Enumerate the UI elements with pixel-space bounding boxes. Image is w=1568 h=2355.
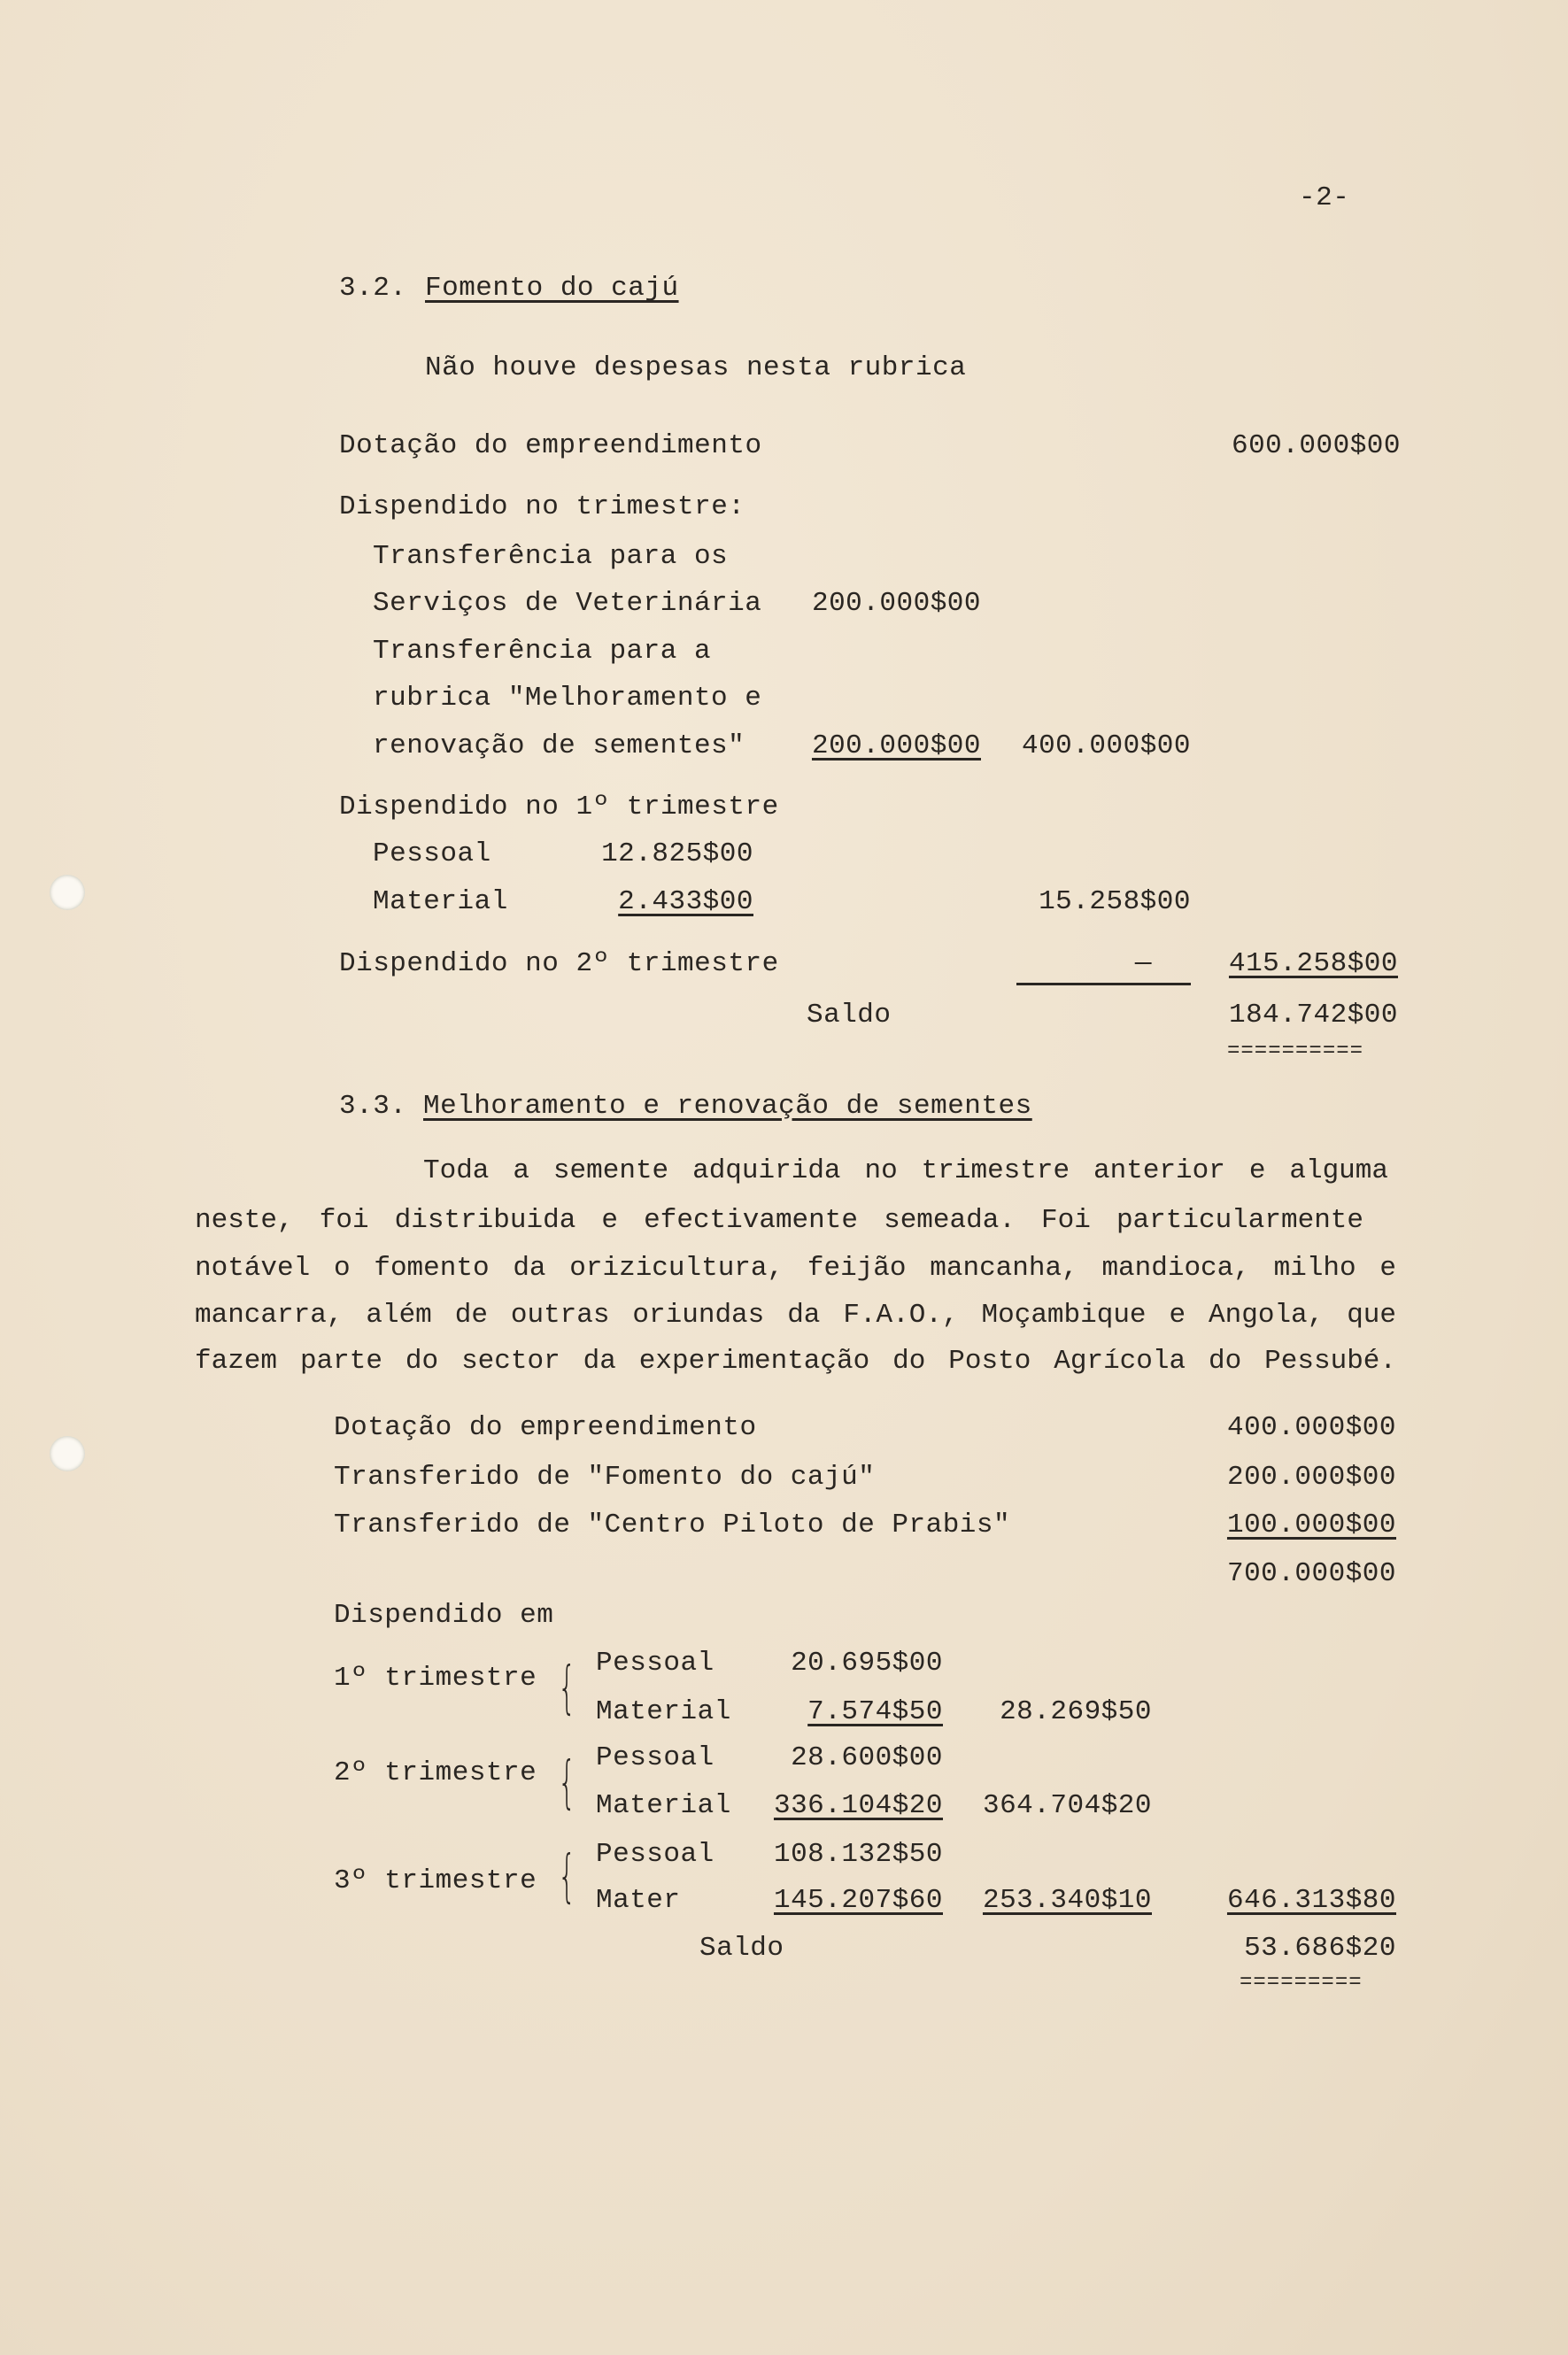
dotacao-label: Dotação do empreendimento: [339, 430, 762, 461]
t2-label: Dispendido no 2º trimestre: [339, 948, 779, 979]
pessoal-value: 12.825$00: [601, 838, 753, 869]
punch-hole: [50, 1436, 85, 1471]
material-label: Material: [596, 1696, 731, 1727]
paragraph-line: neste, foi distribuida e efectivamente semeada. Foi particularmente: [195, 1205, 1363, 1236]
quarter-label: 2º trimestre: [334, 1757, 537, 1788]
punch-hole: [50, 875, 85, 910]
grand-total: 415.258$00: [1228, 948, 1398, 979]
transfer-line: rubrica "Melhoramento e: [373, 683, 762, 714]
dotacao-value: 600.000$00: [1231, 430, 1401, 461]
funding-value: 200.000$00: [1226, 1462, 1396, 1493]
brace: {: [558, 1750, 576, 1816]
transfer-line: Transferência para os: [373, 541, 729, 572]
pessoal-label: Pessoal: [596, 1839, 714, 1870]
funding-label: Transferido de "Fomento do cajú": [334, 1462, 876, 1493]
material-label: Mater: [596, 1885, 681, 1916]
brace: {: [558, 1844, 576, 1910]
t1-label: Dispendido no 1º trimestre: [339, 791, 779, 822]
quarter-label: 3º trimestre: [334, 1865, 537, 1896]
pessoal-label: Pessoal: [596, 1742, 714, 1773]
pessoal-value: 28.600$00: [791, 1742, 943, 1773]
transfer-line: renovação de sementes": [373, 730, 745, 761]
material-label: Material: [596, 1790, 731, 1821]
transfer-sem-value: 200.000$00: [811, 730, 981, 761]
quarter-label: 1º trimestre: [334, 1663, 537, 1694]
t1-total: 15.258$00: [1039, 886, 1191, 917]
material-value: 336.104$20: [773, 1790, 943, 1821]
saldo-label: Saldo: [699, 1933, 784, 1964]
section-32-heading: Fomento do cajú: [425, 273, 679, 304]
funding-label: Dotação do empreendimento: [334, 1412, 757, 1443]
paragraph-line: fazem parte do sector da experimentação do Posto Agrícola do Pessubé.: [195, 1346, 1396, 1377]
funding-value: 400.000$00: [1226, 1412, 1396, 1443]
quarter-subtotal: 364.704$20: [982, 1790, 1152, 1821]
funding-value: 100.000$00: [1226, 1510, 1396, 1540]
pessoal-value: 108.132$50: [773, 1839, 943, 1870]
transfer-line: Transferência para a: [373, 636, 712, 667]
quarter-subtotal: 28.269$50: [1000, 1696, 1152, 1727]
page-number: -2-: [1299, 182, 1350, 213]
paragraph-line: Toda a semente adquirida no trimestre anterior e alguma: [423, 1155, 1388, 1186]
saldo-value: 53.686$20: [1244, 1933, 1396, 1964]
material-value: 7.574$50: [807, 1696, 943, 1727]
section-32-note: Não houve despesas nesta rubrica: [425, 352, 967, 383]
transfer-line: Serviços de Veterinária: [373, 588, 762, 619]
funding-total: 700.000$00: [1226, 1558, 1396, 1589]
pessoal-label: Pessoal: [596, 1648, 714, 1679]
section-32-number: 3.2.: [339, 273, 407, 304]
saldo-label: Saldo: [807, 1000, 892, 1031]
brace: {: [558, 1656, 576, 1721]
double-rule: =========: [1240, 1971, 1363, 1995]
double-rule: ==========: [1227, 1039, 1364, 1063]
dispendido-em-label: Dispendido em: [334, 1600, 554, 1631]
paragraph-line: notável o fomento da orizicultura, feijão mancanha, mandioca, milho e: [195, 1253, 1396, 1284]
pessoal-label: Pessoal: [373, 838, 491, 869]
material-value: 2.433$00: [618, 886, 753, 917]
total-spent: 646.313$80: [1226, 1885, 1396, 1916]
section-33-heading: Melhoramento e renovação de sementes: [423, 1091, 1032, 1122]
saldo-value: 184.742$00: [1228, 1000, 1398, 1031]
paragraph-line: mancarra, além de outras oriundas da F.A.O., Moçambique e Angola, que: [195, 1300, 1396, 1331]
material-label: Material: [373, 886, 508, 917]
section-33-number: 3.3.: [339, 1091, 407, 1122]
sum-rule: [1016, 983, 1191, 985]
dispendido-label: Dispendido no trimestre:: [339, 491, 745, 522]
pessoal-value: 20.695$00: [791, 1648, 943, 1679]
transfer-vet-value: 200.000$00: [811, 588, 981, 619]
transfer-total: 400.000$00: [1021, 730, 1191, 761]
quarter-subtotal: 253.340$10: [982, 1885, 1152, 1916]
material-value: 145.207$60: [773, 1885, 943, 1916]
funding-label: Transferido de "Centro Piloto de Prabis": [334, 1510, 1011, 1540]
t2-value: —: [1134, 948, 1152, 979]
